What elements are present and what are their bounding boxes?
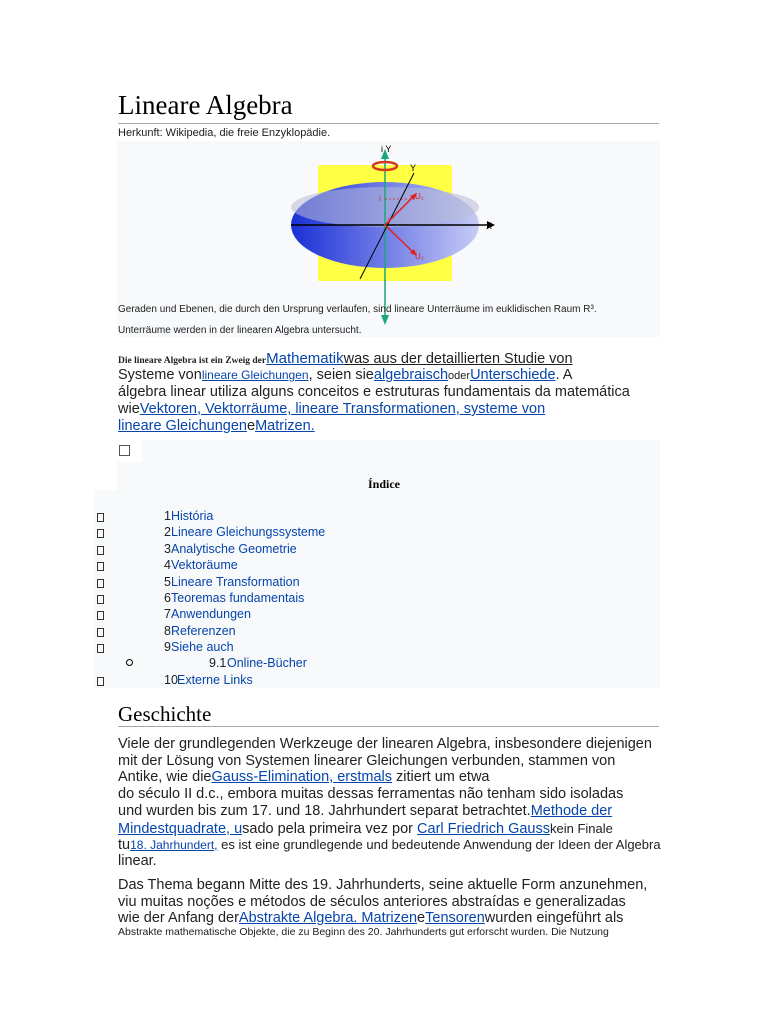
bullet-circle-icon	[126, 659, 133, 666]
toc-item-number: 8	[164, 623, 171, 638]
label-x: X	[486, 221, 493, 231]
toc-item-link[interactable]: Teoremas fundamentais	[171, 591, 305, 605]
history-text-2: zitiert um etwa	[392, 769, 490, 785]
toc-item-number: 10	[164, 673, 178, 687]
intro-line-2	[118, 367, 572, 385]
intro-text-6: wie	[118, 401, 140, 417]
history-text-6: tu	[118, 837, 131, 853]
toc-item-number: 5	[164, 574, 171, 589]
toc-sub-number: 9.1	[209, 656, 227, 670]
link-tensoren[interactable]: Tensoren	[425, 910, 485, 926]
link-unterschiede[interactable]: Unterschiede	[470, 367, 556, 383]
link-18-jahrhundert[interactable]: 18. Jahrhundert,	[130, 838, 218, 852]
link-gauss[interactable]: Carl Friedrich Gauss	[417, 821, 550, 837]
intro-text-1: was aus der detaillierten Studie von	[343, 351, 573, 367]
intro-line-3: álgebra linear utiliza alguns conceitos e estruturas fundamentais da matemática	[118, 384, 630, 400]
toc-item-link[interactable]: Lineare Gleichungssysteme	[171, 525, 326, 540]
bullet-box-icon	[97, 513, 104, 522]
intro-lead-text: Die lineare Algebra ist ein Zweig der	[118, 356, 267, 366]
figure-caption-2: Unterräume werden in der linearen Algebra untersucht.	[118, 325, 362, 336]
toc-item-link[interactable]: Vektoräume	[171, 558, 238, 573]
toc-item-number: 3	[164, 541, 171, 556]
intro-text-7: e	[246, 418, 256, 434]
link-vektoren[interactable]: Vektoren, Vektorräume, lineare Transformationen, systeme von	[139, 401, 546, 417]
history-line-2: mit der Lösung von Systemen linearer Gleichungen verbunden, stammen von	[118, 753, 616, 769]
label-y: Y	[410, 163, 417, 173]
toc-title: Índice	[367, 477, 400, 491]
intro-line-4	[118, 401, 545, 418]
history-p2-line-3	[118, 910, 623, 927]
history-text-9: e	[417, 910, 426, 926]
title-underline	[118, 123, 659, 124]
bullet-box-icon	[97, 595, 104, 604]
section-heading-geschichte: Geschichte	[118, 702, 212, 726]
link-mathematik[interactable]: Mathematik	[266, 350, 344, 367]
figure-caption-1: Geraden und Ebenen, die durch den Ursprung verlaufen, sind lineare Unterräume im euklidischen Raum R³.	[118, 304, 597, 315]
green-arrow-bottom	[381, 315, 389, 325]
section-underline	[118, 726, 659, 727]
link-algebraisch[interactable]: algebraisch	[373, 367, 449, 383]
toc-item-number: 6	[164, 591, 171, 605]
toc-item-number: 1	[164, 509, 171, 523]
label-one: 1	[387, 218, 391, 225]
bullet-box-icon	[97, 677, 104, 686]
bullet-box-icon	[97, 628, 104, 637]
bullet-box-icon	[97, 579, 104, 588]
toc-item-link[interactable]: Externe Links	[177, 673, 253, 687]
history-text-3: und wurden bis zum 17. und 18. Jahrhundert separat betrachtet.	[118, 803, 531, 819]
history-line-5	[118, 803, 612, 820]
toc-item-link[interactable]: Anwendungen	[171, 607, 251, 622]
toc-item-link[interactable]: Lineare Transformation	[171, 574, 300, 589]
link-abstrakte-algebra[interactable]: Abstrakte Algebra. Matrizen	[238, 910, 418, 926]
label-iy: i Y	[381, 144, 392, 154]
history-text-7: es ist eine grundlegende und bedeutende Anwendung der Ideen der Algebra	[217, 837, 661, 852]
link-methode-der[interactable]: Methode der	[530, 803, 613, 819]
history-text-5: kein Finale	[550, 821, 613, 836]
toc-item-link[interactable]: História	[171, 509, 214, 523]
bullet-box-icon	[97, 611, 104, 620]
history-line-3	[118, 769, 490, 786]
bullet-box-icon	[97, 529, 104, 538]
toc-item-number: 2	[164, 525, 171, 540]
history-line-8: linear.	[118, 853, 157, 869]
history-text-10: wurden eingeführt als	[484, 910, 624, 926]
bullet-box-icon	[97, 562, 104, 571]
link-gauss-elimination[interactable]: Gauss-Elimination, erstmals	[211, 769, 392, 785]
link-matrizen[interactable]: Matrizen.	[255, 418, 315, 434]
toc-sub-link[interactable]: Online-Bücher	[227, 656, 307, 670]
history-p2-line-1: Das Thema begann Mitte des 19. Jahrhunderts, seine aktuelle Form anzunehmen,	[118, 877, 648, 893]
history-text-4: sado pela primeira vez por	[242, 821, 418, 837]
history-line-7	[118, 836, 661, 854]
toc-item-number: 9	[164, 640, 171, 655]
toc-item-number: 4	[164, 558, 171, 573]
label-i: i	[379, 194, 381, 203]
intro-text-3: , seien sie	[308, 367, 374, 383]
toc-item-link[interactable]: Siehe auch	[171, 640, 234, 655]
history-text-8: wie der Anfang der	[118, 910, 239, 926]
history-line-1: Viele der grundlegenden Werkzeuge der linearen Algebra, insbesondere diejenigen	[118, 736, 652, 752]
history-p2-line-4: Abstrakte mathematische Objekte, die zu Beginn des 20. Jahrhunderts gut erforscht wurden. Die Nutzung	[118, 926, 609, 938]
history-line-4: do século II d.c., embora muitas dessas ferramentas não tenham sido isoladas	[118, 786, 624, 802]
bullet-box-icon	[97, 644, 104, 653]
link-lineare-gleichungen[interactable]: lineare Gleichungen	[201, 368, 309, 382]
toc-item-number: 7	[164, 607, 171, 622]
intro-line-5	[118, 418, 315, 435]
label-u2: U₂	[415, 252, 424, 261]
label-u1: U₁	[415, 192, 424, 201]
intro-text-4: oder	[448, 370, 471, 382]
link-lineare-gleichungen-2[interactable]: lineare Gleichungen	[118, 418, 247, 434]
toc-item-link[interactable]: Analytische Geometrie	[171, 541, 297, 556]
source-line: Herkunft: Wikipedia, die freie Enzyklopädie.	[118, 127, 331, 139]
history-p2-line-2: viu muitas noções e métodos de séculos anteriores abstraídas e generalizadas	[118, 894, 626, 910]
link-mindestquadrate[interactable]: Mindestquadrate, u	[118, 821, 243, 837]
toc-toggle-checkbox[interactable]	[119, 445, 130, 456]
intro-text-2: Systeme von	[118, 367, 202, 383]
history-text-1: Antike, wie die	[118, 769, 212, 785]
intro-text-5: . A	[555, 367, 573, 383]
bullet-box-icon	[97, 546, 104, 555]
toc-item-link[interactable]: Referenzen	[171, 623, 236, 638]
page-title: Lineare Algebra	[118, 90, 293, 120]
